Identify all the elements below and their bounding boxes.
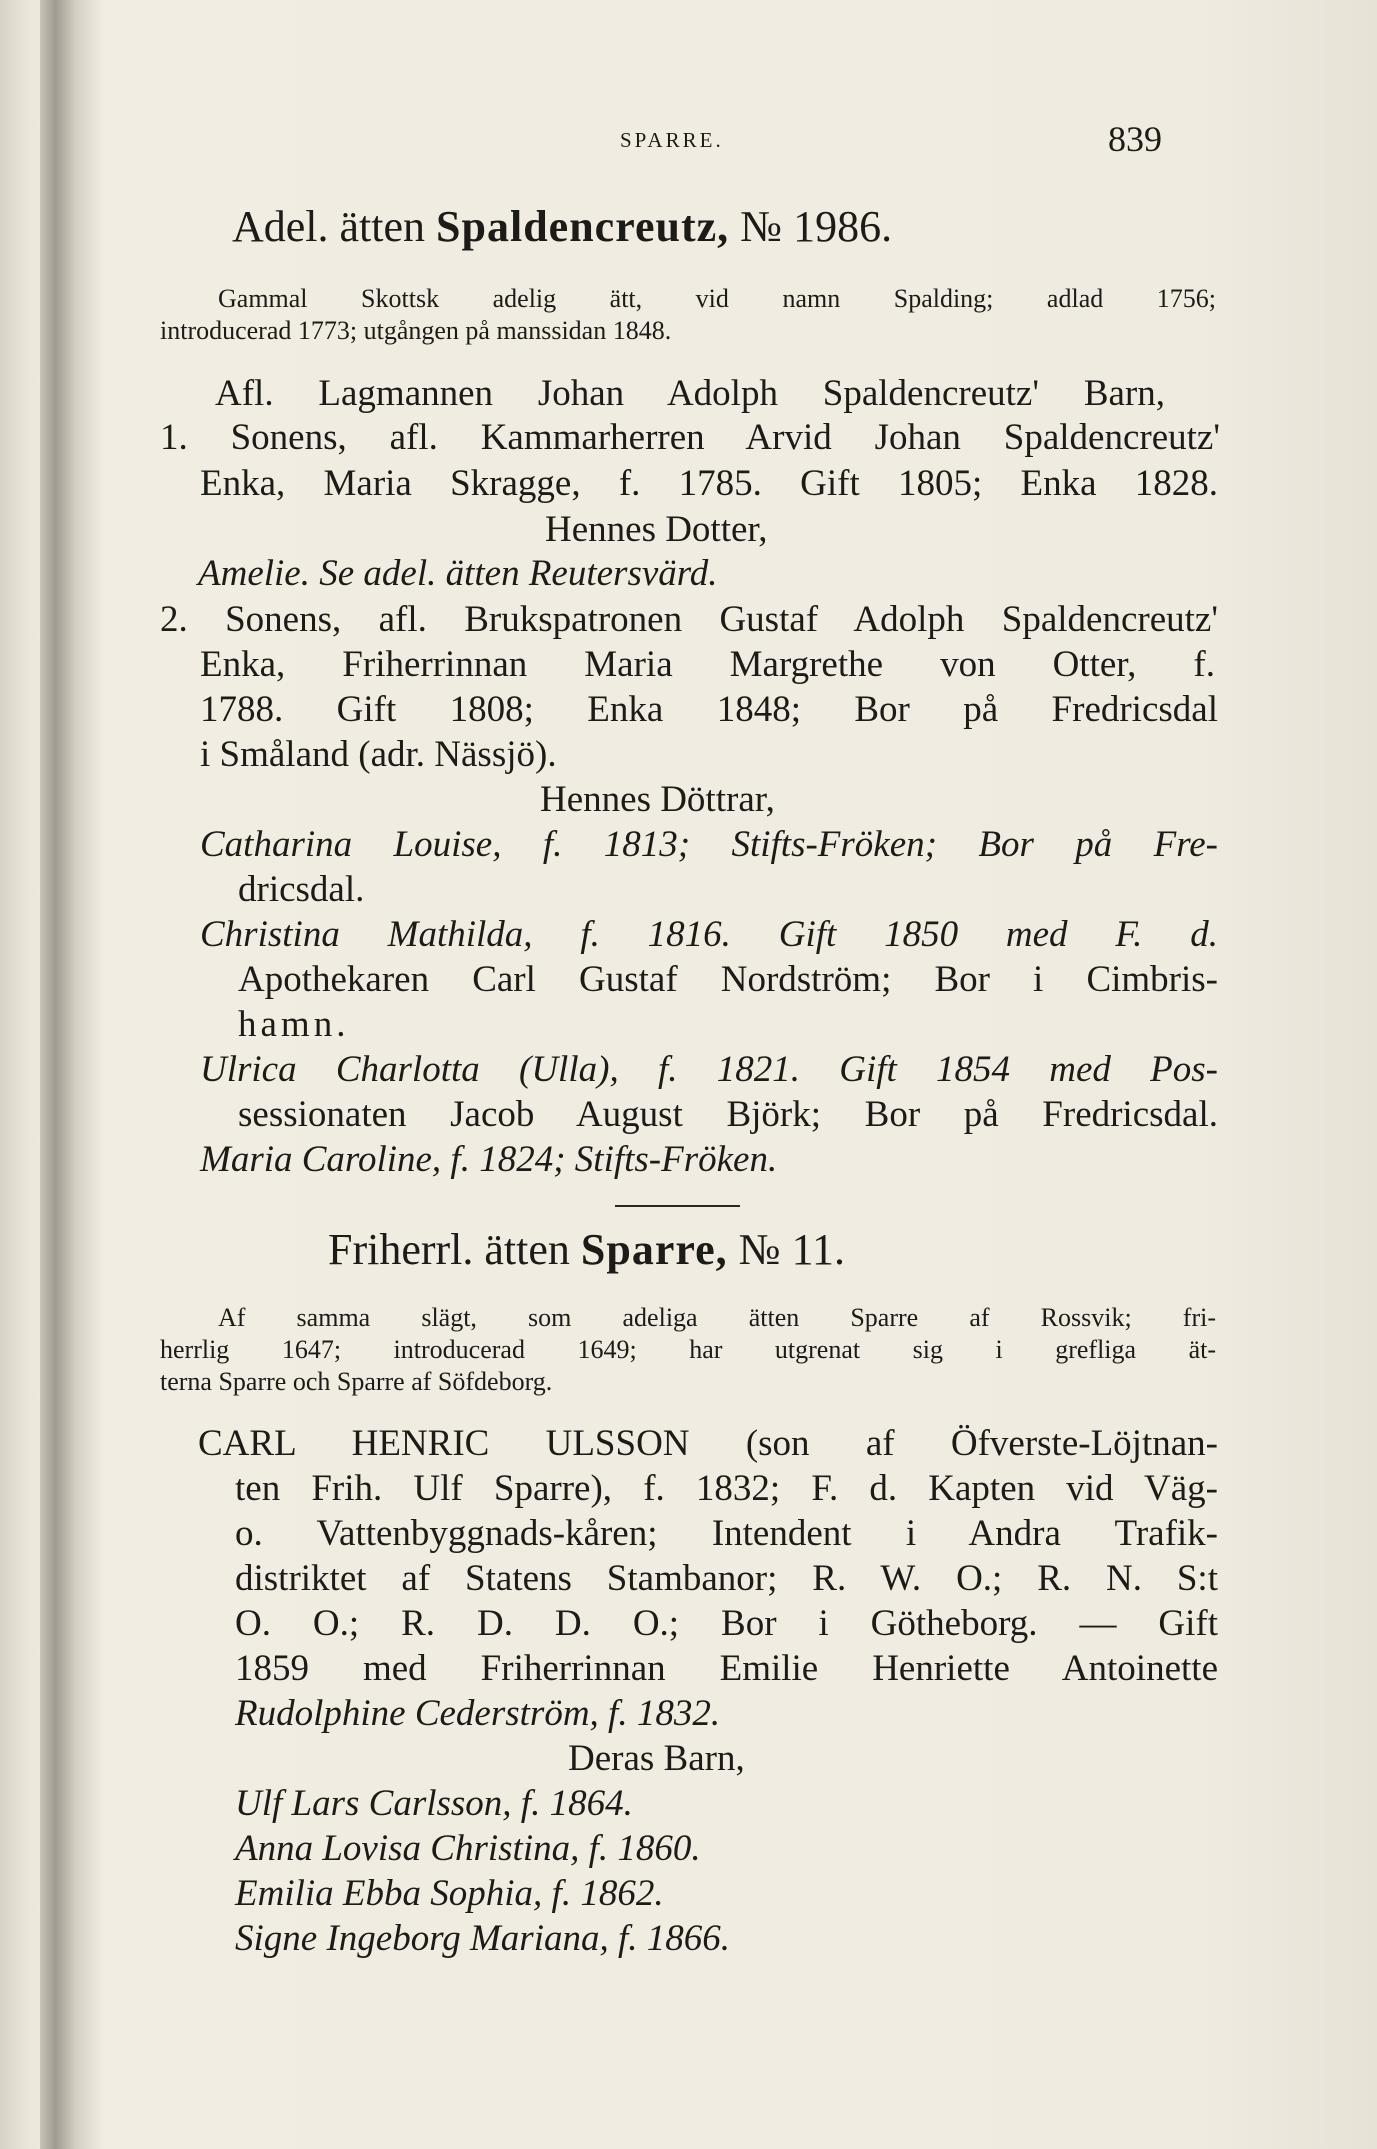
text-line: Afl. Lagmannen Johan Adolph Spaldencreutz' Barn, — [215, 373, 1165, 414]
family-number: № 11. — [738, 1225, 846, 1274]
text-line: ten Frih. Ulf Sparre), f. 1832; F. d. Kapten vid Väg- — [235, 1468, 1218, 1509]
text-line: Ulf Lars Carlsson, f. 1864. — [235, 1783, 633, 1824]
section-title-spaldencreutz — [232, 202, 893, 251]
text-line: sessionaten Jacob August Björk; Bor på Fredricsdal. — [238, 1094, 1218, 1135]
title-prefix: Adel. ätten — [232, 202, 426, 251]
text-line: Hennes Döttrar, — [540, 779, 775, 820]
text-line: hamn. — [238, 1004, 350, 1045]
text-line: Amelie. Se adel. ätten Reutersvärd. — [198, 553, 718, 594]
text-line: Signe Ingeborg Mariana, f. 1866. — [235, 1918, 731, 1959]
section-divider — [615, 1205, 740, 1207]
text-line: Maria Caroline, f. 1824; Stifts-Fröken. — [200, 1139, 778, 1180]
page-number: 839 — [1108, 119, 1162, 159]
text-line: 1788. Gift 1808; Enka 1848; Bor på Fredricsdal — [200, 689, 1218, 730]
text-line: Deras Barn, — [568, 1738, 745, 1779]
text-line: Rudolphine Cederström, f. 1832. — [235, 1693, 721, 1734]
family-name: Spaldencreutz, — [436, 202, 730, 251]
text-line: Enka, Friherrinnan Maria Margrethe von Otter, f. — [200, 644, 1215, 685]
text-line: Enka, Maria Skragge, f. 1785. Gift 1805; Enka 1828. — [200, 463, 1218, 504]
intro-line: Gammal Skottsk adelig ätt, vid namn Spalding; adlad 1756; — [218, 284, 1216, 313]
text-line: distriktet af Statens Stambanor; R. W. O.; R. N. S:t — [235, 1558, 1218, 1599]
intro-line: terna Sparre och Sparre af Söfdeborg. — [160, 1367, 553, 1396]
family-number: № 1986. — [740, 202, 893, 251]
text-line: dricsdal. — [238, 869, 365, 910]
text-line: Anna Lovisa Christina, f. 1860. — [235, 1828, 701, 1869]
text-line: Christina Mathilda, f. 1816. Gift 1850 med F. d. — [200, 914, 1218, 955]
text-line: Hennes Dotter, — [545, 509, 768, 550]
text-line: Ulrica Charlotta (Ulla), f. 1821. Gift 1854 med Pos- — [200, 1049, 1218, 1090]
title-prefix: Friherrl. ätten — [328, 1225, 570, 1274]
text-line: o. Vattenbyggnads-kåren; Intendent i Andra Trafik- — [235, 1513, 1218, 1554]
intro-line: introducerad 1773; utgången på manssidan 1848. — [160, 316, 672, 345]
family-name: Sparre, — [580, 1225, 728, 1274]
intro-line: Af samma slägt, som adeliga ätten Sparre af Rossvik; fri- — [218, 1303, 1216, 1332]
text-line: 1. Sonens, afl. Kammarherren Arvid Johan Spaldencreutz' — [160, 417, 1220, 458]
text-line: Apothekaren Carl Gustaf Nordström; Bor i Cimbris- — [238, 959, 1218, 1000]
text-line: Emilia Ebba Sophia, f. 1862. — [235, 1873, 664, 1914]
text-line: 1859 med Friherrinnan Emilie Henriette Antoinette — [235, 1648, 1218, 1689]
spine-shadow — [74, 0, 104, 2149]
intro-line: herrlig 1647; introducerad 1649; har utgrenat sig i grefliga ät- — [160, 1335, 1216, 1364]
text-line: CARL HENRIC ULSSON (son af Öfverste-Löjtnan- — [198, 1423, 1218, 1464]
text-line: O. O.; R. D. D. O.; Bor i Götheborg. — Gift — [235, 1603, 1218, 1644]
text-line: 2. Sonens, afl. Brukspatronen Gustaf Adolph Spaldencreutz' — [160, 599, 1218, 640]
text-line: Catharina Louise, f. 1813; Stifts-Fröken; Bor på Fre- — [200, 824, 1218, 865]
text-line: i Småland (adr. Nässjö). — [200, 734, 557, 775]
book-spine — [40, 0, 74, 2149]
running-head: SPARRE. — [620, 128, 724, 152]
section-title-sparre — [328, 1225, 846, 1274]
